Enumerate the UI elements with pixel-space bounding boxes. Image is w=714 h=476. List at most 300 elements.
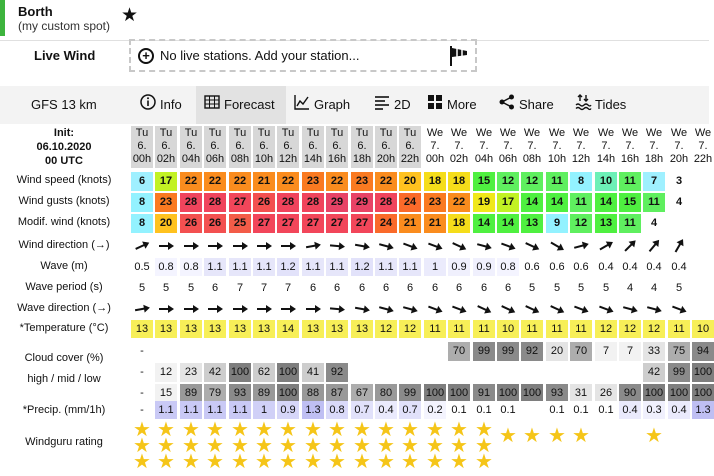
tab-graph[interactable] [294,86,360,124]
wave-direction-arrow [497,301,519,317]
cloud-high-cell: 75 [668,342,690,361]
wind-gusts-cell: 4 [668,193,690,212]
cloud-mid-cell: 100 [692,363,714,382]
wind-gusts-cell: 22 [448,193,470,212]
column-header-day: Tu [281,127,295,139]
wave-cell: 1.1 [326,258,348,276]
column-header[interactable] [521,126,543,168]
tab-more[interactable] [427,86,485,124]
live-wind-label: Live Wind [34,48,96,63]
column-header-date: 7. [674,140,684,152]
wave-period-cell: 6 [351,279,373,297]
row-label-cloud-high: Cloud cover (%) [24,352,104,364]
column-header-day: Tu [257,127,271,139]
rating-star-icon: ★ [231,435,249,457]
rating-star-icon: ★ [328,451,346,473]
cloud-low-cell: 100 [448,384,470,403]
cloud-low-cell: 100 [424,384,446,403]
column-header-date: 6. [283,140,293,152]
cloud-high-cell: 7 [619,342,641,361]
column-header[interactable] [375,126,397,168]
temperature-cell: 13 [253,320,275,338]
column-header-day: We [499,127,517,139]
column-header[interactable] [204,126,226,168]
tab-forecast[interactable] [196,86,286,124]
wind-gusts-cell: 29 [326,193,348,212]
cloud-low-cell: 15 [155,384,177,403]
temperature-cell: 13 [302,320,324,338]
wind-gusts-cell: 11 [643,193,665,212]
wind-direction-arrow [521,238,543,254]
wind-speed-cell: 23 [351,172,373,191]
column-header[interactable] [448,126,470,168]
column-header-date: 6. [235,140,245,152]
cloud-mid-cell [595,363,617,382]
cloud-high-cell [424,342,446,361]
tab-2d[interactable] [374,86,418,124]
wave-period-cell: 5 [155,279,177,297]
wave-period-cell: 7 [277,279,299,297]
column-header-day: We [475,127,493,139]
row-label-wind-gusts: Wind gusts (knots) [18,195,110,207]
wind-speed-cell: 18 [448,172,470,191]
wave-period-cell: 5 [180,279,202,297]
precip-cell: 0.9 [277,401,299,419]
rating-star-icon: ★ [133,435,151,457]
modif-wind-cell: 18 [448,214,470,233]
column-header-date: 7. [601,140,611,152]
temperature-cell: 11 [448,320,470,338]
modif-wind-cell: 27 [277,214,299,233]
cloud-low-cell: 89 [253,384,275,403]
wave-direction-arrow [326,301,348,317]
column-header-hour: 10h [254,153,274,165]
wave-period-cell: 5 [570,279,592,297]
wave-direction-arrow [595,301,617,317]
wind-speed-cell: 22 [277,172,299,191]
precip-cell: 0.4 [375,401,397,419]
modif-wind-cell: 27 [326,214,348,233]
precip-cell: 1.1 [204,401,226,419]
modif-wind-cell: 26 [180,214,202,233]
wind-direction-arrow [204,238,226,254]
rating-star-icon: ★ [401,451,419,473]
column-header-hour: 00h [132,153,152,165]
rating-star-icon: ★ [645,425,663,447]
cloud-low-cell: 100 [692,384,714,403]
rating-star-icon: ★ [548,425,566,447]
column-header[interactable] [131,126,153,168]
wind-gusts-cell: 8 [131,193,153,212]
rating-star-icon: ★ [206,419,224,441]
wave-cell: 0.9 [448,258,470,276]
column-header-day: Tu [330,127,344,139]
column-header-hour: 00h [425,153,445,165]
precip-cell: 1.3 [692,401,714,419]
precip-cell: 0.1 [570,401,592,419]
wind-gusts-cell: 23 [155,193,177,212]
column-header-hour: 22h [693,153,713,165]
plus-circle-icon[interactable]: + [138,48,154,64]
column-header[interactable] [497,126,519,168]
cloud-high-cell [180,342,202,361]
wind-speed-cell: 12 [497,172,519,191]
cloud-high-cell [399,342,421,361]
temperature-cell: 13 [351,320,373,338]
column-header-day: Tu [159,127,173,139]
modif-wind-cell: 21 [424,214,446,233]
wind-direction-arrow [570,238,592,254]
wave-cell: 1.1 [399,258,421,276]
column-header[interactable] [302,126,324,168]
cloud-low-cell: 100 [521,384,543,403]
modif-wind-cell: 20 [155,214,177,233]
wind-gusts-cell: 29 [351,193,373,212]
wave-period-cell: 4 [619,279,641,297]
temperature-cell: 12 [619,320,641,338]
column-header[interactable] [155,126,177,168]
tab-label: Share [519,97,554,112]
cloud-mid-cell [521,363,543,382]
wind-speed-cell: 17 [155,172,177,191]
wave-direction-arrow [351,301,373,317]
column-header-hour: 04h [181,153,201,165]
column-header-date: 6. [210,140,220,152]
cloud-high-cell: 99 [473,342,495,361]
star-icon[interactable]: ★ [121,5,139,26]
wind-speed-cell: 23 [302,172,324,191]
column-header[interactable] [473,126,495,168]
wind-speed-cell: 21 [253,172,275,191]
cloud-low-cell: 88 [302,384,324,403]
spot-subtitle: (my custom spot) [18,19,111,33]
temperature-cell: 11 [521,320,543,338]
2d-icon [374,87,390,125]
wind-direction-arrow [668,238,690,254]
wave-direction-arrow [131,301,153,317]
column-header-date: 6. [381,140,391,152]
precip-cell: 0.1 [448,401,470,419]
column-header-date: 6. [308,140,318,152]
wave-period-cell: 5 [668,279,690,297]
wave-direction-arrow [619,301,641,317]
spot-accent-bar [0,0,5,36]
wind-speed-cell: 11 [546,172,568,191]
wave-period-cell: 6 [497,279,519,297]
cloud-mid-cell: 41 [302,363,324,382]
precip-cell: 1.3 [302,401,324,419]
column-header-hour: 14h [596,153,616,165]
precip-cell: 0.1 [497,401,519,419]
cloud-low-cell: - [131,384,153,403]
precip-cell: 1.1 [155,401,177,419]
wave-direction-arrow [253,301,275,317]
column-header-hour: 16h [620,153,640,165]
wave-period-cell: 6 [326,279,348,297]
modif-wind-cell: 25 [229,214,251,233]
share-icon [499,87,515,125]
modif-wind-cell: 27 [253,214,275,233]
cloud-mid-cell: 42 [204,363,226,382]
wave-period-cell: 4 [643,279,665,297]
wave-direction-arrow [375,301,397,317]
column-header-date: 7. [552,140,562,152]
rating-star-icon: ★ [157,419,175,441]
rating-star-icon: ★ [255,419,273,441]
tides-icon [575,87,591,125]
cloud-high-cell: 20 [546,342,568,361]
rating-star-icon: ★ [206,435,224,457]
wave-cell: 1 [424,258,446,276]
cloud-low-cell: 31 [570,384,592,403]
wind-direction-arrow [399,238,421,254]
column-header-date: 6. [405,140,415,152]
column-header-hour: 16h [327,153,347,165]
wind-direction-arrow [448,238,470,254]
wave-direction-arrow [302,301,324,317]
precip-cell: 1.1 [229,401,251,419]
wave-period-cell: 6 [448,279,470,297]
wind-direction-arrow [473,238,495,254]
row-label-wind-speed: Wind speed (knots) [16,174,112,186]
tab-label: More [447,97,477,112]
cloud-high-cell [375,342,397,361]
wave-cell: 1.2 [351,258,373,276]
cloud-mid-cell [570,363,592,382]
wave-cell: 0.4 [595,258,617,276]
rating-star-icon: ★ [353,419,371,441]
temperature-cell: 11 [473,320,495,338]
rating-star-icon: ★ [475,435,493,457]
wave-direction-arrow [229,301,251,317]
column-header[interactable] [643,126,665,168]
cloud-high-cell [326,342,348,361]
info-icon [140,87,156,125]
precip-cell: 1.1 [180,401,202,419]
cloud-high-cell: 70 [448,342,470,361]
wave-cell: 1.1 [229,258,251,276]
column-header[interactable] [546,126,568,168]
wave-cell: 1.1 [204,258,226,276]
column-header[interactable] [570,126,592,168]
wind-gusts-cell: 14 [595,193,617,212]
column-header[interactable] [229,126,251,168]
column-header[interactable] [326,126,348,168]
column-header-date: 6. [137,140,147,152]
column-header-day: Tu [233,127,247,139]
column-header-hour: 20h [376,153,396,165]
wave-period-cell: 6 [473,279,495,297]
modif-wind-cell: 11 [619,214,641,233]
rating-star-icon: ★ [353,435,371,457]
rating-star-icon: ★ [328,419,346,441]
rating-star-icon: ★ [255,451,273,473]
rating-star-icon: ★ [377,419,395,441]
wind-direction-arrow [375,238,397,254]
rating-star-icon: ★ [523,425,541,447]
cloud-high-cell [253,342,275,361]
modif-wind-cell: 13 [521,214,543,233]
column-header-hour: 04h [474,153,494,165]
cloud-mid-cell [546,363,568,382]
wind-direction-arrow [180,238,202,254]
cloud-mid-cell: 23 [180,363,202,382]
modif-wind-cell: 13 [595,214,617,233]
temperature-cell: 11 [668,320,690,338]
cloud-mid-cell [619,363,641,382]
rating-star-icon: ★ [377,435,395,457]
modif-wind-cell: 4 [643,214,665,233]
wind-gusts-cell: 27 [229,193,251,212]
cloud-high-cell: 92 [521,342,543,361]
column-header[interactable] [668,126,690,168]
wave-direction-arrow [399,301,421,317]
cloud-mid-cell: 92 [326,363,348,382]
rating-star-icon: ★ [231,451,249,473]
cloud-high-cell [155,342,177,361]
rating-star-icon: ★ [157,435,175,457]
precip-cell: 1 [253,401,275,419]
modif-wind-cell: 14 [473,214,495,233]
rating-star-icon: ★ [279,435,297,457]
wave-period-cell: 5 [131,279,153,297]
wave-direction-arrow [424,301,446,317]
cloud-low-cell: 89 [180,384,202,403]
wave-period-cell: 6 [399,279,421,297]
forecast-table [0,124,713,476]
column-header-date: 6. [357,140,367,152]
cloud-mid-cell: 100 [229,363,251,382]
wind-gusts-cell: 11 [570,193,592,212]
column-header[interactable] [692,126,714,168]
cloud-low-cell: 99 [399,384,421,403]
column-header[interactable] [253,126,275,168]
wave-period-cell: 6 [302,279,324,297]
init-info: Init: [53,127,75,139]
temperature-cell: 13 [326,320,348,338]
rating-star-icon: ★ [353,451,371,473]
column-header-date: 7. [625,140,635,152]
live-wind-message[interactable]: No live stations. Add your station... [160,48,360,63]
column-header-date: 7. [503,140,513,152]
column-header-hour: 22h [400,153,420,165]
wind-gusts-cell: 15 [619,193,641,212]
modif-wind-cell: 9 [546,214,568,233]
cloud-mid-cell: 12 [155,363,177,382]
temperature-cell: 10 [497,320,519,338]
cloud-mid-cell [399,363,421,382]
column-header-day: Tu [135,127,149,139]
wind-gusts-cell: 23 [424,193,446,212]
wind-gusts-cell: 19 [473,193,495,212]
cloud-low-cell: 93 [229,384,251,403]
column-header[interactable] [399,126,421,168]
wind-gusts-cell: 28 [302,193,324,212]
wave-direction-arrow [643,301,665,317]
row-label-rating: Windguru rating [25,436,103,448]
column-header-day: We [694,127,712,139]
rating-star-icon: ★ [450,451,468,473]
wave-direction-arrow [668,301,690,317]
column-header[interactable] [277,126,299,168]
cloud-mid-cell [497,363,519,382]
column-header[interactable] [351,126,373,168]
tab-label: Graph [314,97,351,112]
column-header-date: 6. [259,140,269,152]
temperature-cell: 12 [643,320,665,338]
rating-star-icon: ★ [377,451,395,473]
spot-name[interactable]: Borth [18,4,53,19]
column-header-day: Tu [379,127,393,139]
column-header-day: We [572,127,590,139]
column-header-hour: 02h [156,153,176,165]
wave-cell: 1.2 [277,258,299,276]
cloud-low-cell: 87 [326,384,348,403]
wind-speed-cell: 22 [375,172,397,191]
windsock-flag-icon[interactable] [449,45,469,72]
rating-star-icon: ★ [231,419,249,441]
column-header-day: We [548,127,566,139]
column-header-day: We [450,127,468,139]
column-header[interactable] [619,126,641,168]
wave-cell: 0.6 [521,258,543,276]
row-label-cloud-mid: high / mid / low [27,373,101,385]
wind-gusts-cell: 28 [277,193,299,212]
modif-wind-cell: 24 [375,214,397,233]
wind-gusts-cell: 28 [204,193,226,212]
column-header[interactable] [595,126,617,168]
rating-star-icon: ★ [255,435,273,457]
column-header-date: 7. [479,140,489,152]
cloud-high-cell [204,342,226,361]
tab-info[interactable] [135,86,193,124]
rating-star-icon: ★ [572,425,590,447]
cloud-high-cell [351,342,373,361]
rating-star-icon: ★ [206,451,224,473]
wind-speed-cell: 11 [619,172,641,191]
precip-cell: 0.1 [595,401,617,419]
column-header[interactable] [180,126,202,168]
wind-direction-arrow [302,238,324,254]
column-header-date: 7. [454,140,464,152]
column-header[interactable] [424,126,446,168]
column-header-hour: 18h [352,153,372,165]
rating-star-icon: ★ [499,425,517,447]
tab-share[interactable] [499,86,559,124]
rating-star-icon: ★ [401,419,419,441]
precip-cell: 0.4 [668,401,690,419]
column-header-date: 7. [430,140,440,152]
rating-star-icon: ★ [401,435,419,457]
column-header-day: Tu [355,127,369,139]
wave-period-cell: 6 [204,279,226,297]
wind-direction-arrow [424,238,446,254]
wind-gusts-cell: 28 [180,193,202,212]
wind-direction-arrow [229,238,251,254]
rating-star-icon: ★ [157,451,175,473]
wind-gusts-cell: 28 [375,193,397,212]
wind-gusts-cell: 17 [497,193,519,212]
tab-tides[interactable] [575,86,633,124]
row-label-temperature: *Temperature (°C) [19,322,109,334]
wave-cell: 0.4 [619,258,641,276]
wind-direction-arrow [253,238,275,254]
wave-direction-arrow [448,301,470,317]
rating-star-icon: ★ [328,435,346,457]
temperature-cell: 14 [277,320,299,338]
wave-cell: 0.8 [180,258,202,276]
wind-gusts-cell: 14 [546,193,568,212]
